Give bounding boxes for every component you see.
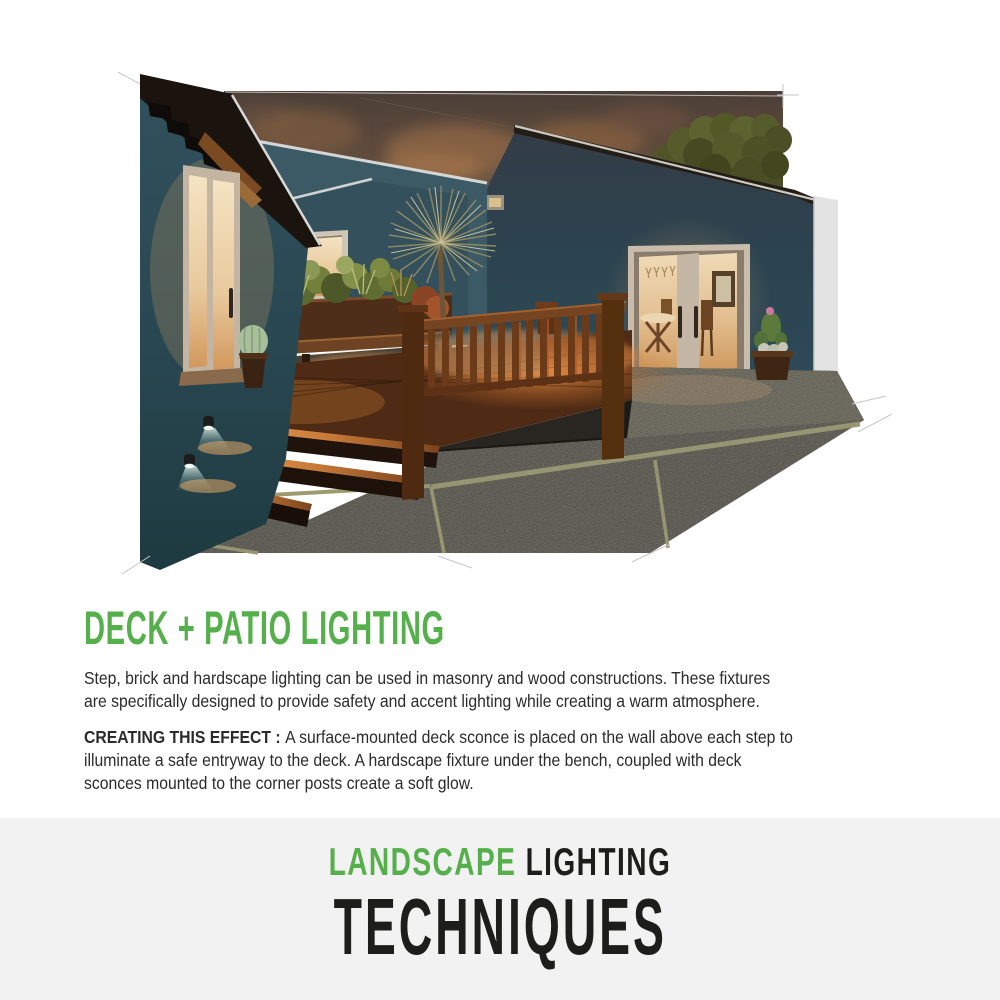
left-cactus-pot (241, 355, 266, 388)
left-post (402, 308, 424, 500)
footer-techniques-title: TECHNIQUES (333, 881, 667, 971)
right-post (602, 296, 624, 460)
door-handle (694, 306, 698, 338)
effect-paragraph: CREATING THIS EFFECT : A surface-mounted deck sconce is placed on the wall above each step to illuminate a safe entryway to the deck. A hardscape fixture under the bench, coupled with deck sconces mounted to the corner posts create a soft glow. (84, 727, 793, 793)
door-handle (229, 288, 233, 318)
footer-banner (0, 818, 1000, 1000)
intro-paragraph: Step, brick and hardscape lighting can be used in masonry and wood constructions. These fixtures are specifically designed to provide safety and accent lighting while creating a warm atmosphere. (84, 668, 771, 711)
footer-series-title (329, 842, 672, 885)
effect-lead-label: CREATING THIS EFFECT : (84, 727, 281, 747)
footer-title-green: LANDSCAPE (328, 841, 517, 884)
wall-picture (712, 271, 735, 307)
side-wall-slab (814, 196, 838, 380)
section-title: DECK + PATIO LIGHTING (84, 601, 445, 654)
cactus-flower (766, 307, 774, 315)
door-handle (678, 306, 682, 338)
footer-title-dark: LIGHTING (525, 841, 672, 884)
left-glass-door (179, 165, 244, 386)
description-block (84, 601, 984, 795)
right-cactus-pot (753, 354, 791, 380)
